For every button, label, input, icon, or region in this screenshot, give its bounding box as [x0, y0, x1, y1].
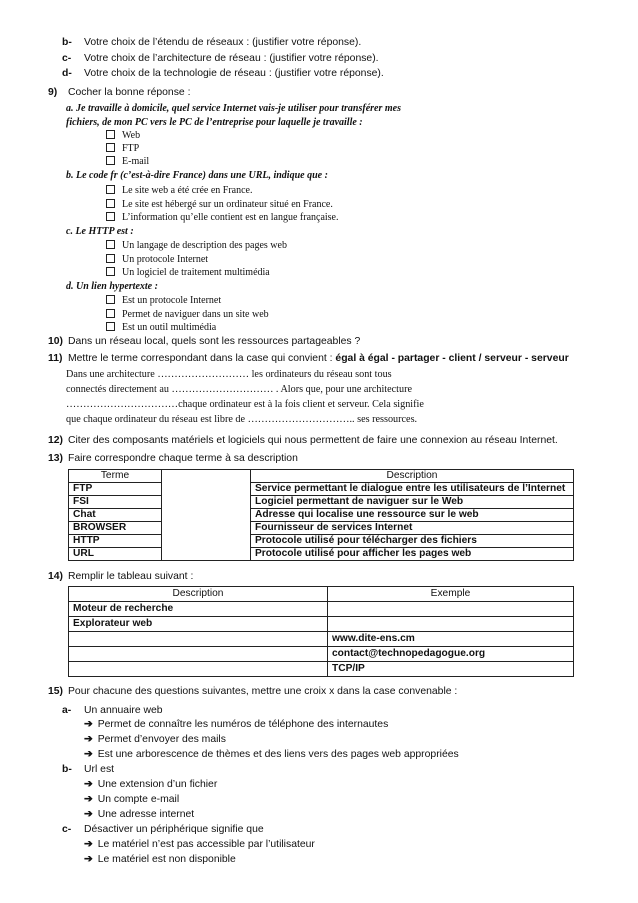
term-cell[interactable]: BROWSER — [69, 522, 162, 535]
q9-d-opt-3[interactable]: Est un outil multimédia — [106, 321, 216, 334]
q15-a-opt-1[interactable]: ➔ Permet de connaître les numéros de téléphone des internautes — [84, 719, 389, 730]
arrow-right-icon: ➔ — [84, 854, 93, 865]
description-cell[interactable] — [69, 647, 328, 662]
description-cell[interactable] — [69, 662, 328, 677]
q14-fill-table — [68, 586, 574, 677]
q9-c-opt-3[interactable]: Un logiciel de traitement multimédia — [106, 266, 270, 279]
q9-a-opt-3[interactable]: E-mail — [106, 155, 149, 168]
q9-heading: 9) Cocher la bonne réponse : — [48, 87, 191, 98]
q15-b-title: b- Url est — [62, 764, 115, 775]
q11-heading: 11) Mettre le terme correspondant dans la case qui convient : égal à égal - partager - client / serveur - serveur — [48, 353, 569, 364]
checkbox[interactable] — [106, 240, 115, 249]
checkbox[interactable] — [106, 267, 115, 276]
example-cell[interactable]: contact@technopedagogue.org — [328, 647, 574, 662]
description-cell[interactable]: Logiciel permettant de naviguer sur le Web — [251, 496, 574, 509]
description-cell[interactable]: Moteur de recherche — [69, 602, 328, 617]
q9-a-line2: fichiers, de mon PC vers le PC de l’entreprise pour laquelle je travaille : — [66, 117, 363, 128]
header-description: Description — [69, 587, 328, 602]
table-row — [69, 483, 574, 496]
checkbox[interactable] — [106, 212, 115, 221]
description-cell[interactable]: Service permettant le dialogue entre les utilisateurs de l’Internet — [251, 483, 574, 496]
table-row — [69, 662, 574, 677]
table-row — [69, 522, 574, 535]
q9-c-opt-1[interactable]: Un langage de description des pages web — [106, 239, 287, 252]
table-row — [69, 602, 574, 617]
description-cell[interactable]: Adresse qui localise une ressource sur le web — [251, 509, 574, 522]
term-cell[interactable]: FSI — [69, 496, 162, 509]
q9-b-opt-1[interactable]: Le site web a été crée en France. — [106, 184, 252, 197]
example-cell[interactable] — [328, 602, 574, 617]
header-term: Terme — [69, 470, 162, 483]
q15-a-opt-2[interactable]: ➔ Permet d’envoyer des mails — [84, 734, 226, 745]
term-cell[interactable]: Chat — [69, 509, 162, 522]
q9-c-line: c. Le HTTP est : — [66, 226, 134, 237]
example-cell[interactable]: TCP/IP — [328, 662, 574, 677]
description-cell[interactable]: Explorateur web — [69, 617, 328, 632]
arrow-right-icon: ➔ — [84, 749, 93, 760]
term-cell[interactable]: URL — [69, 548, 162, 561]
q15-b-opt-3[interactable]: ➔ Une adresse internet — [84, 809, 195, 820]
arrow-right-icon: ➔ — [84, 839, 93, 850]
q14-heading: 14) Remplir le tableau suivant : — [48, 571, 194, 582]
q9-d-opt-2[interactable]: Permet de naviguer dans un site web — [106, 308, 269, 321]
q9-a-line1: a. Je travaille à domicile, quel service Internet vais-je utiliser pour transférer mes — [66, 103, 401, 114]
term-cell[interactable]: HTTP — [69, 535, 162, 548]
q9-d-line: d. Un lien hypertexte : — [66, 281, 158, 292]
example-cell[interactable] — [328, 617, 574, 632]
arrow-right-icon: ➔ — [84, 719, 93, 730]
arrow-right-icon: ➔ — [84, 779, 93, 790]
term-cell[interactable]: FTP — [69, 483, 162, 496]
q9-d-opt-1[interactable]: Est un protocole Internet — [106, 294, 221, 307]
table-row — [69, 632, 574, 647]
checkbox[interactable] — [106, 199, 115, 208]
q13-matching-table — [68, 469, 574, 561]
q15-c-opt-1[interactable]: ➔ Le matériel n’est pas accessible par l’utilisateur — [84, 839, 315, 850]
description-cell[interactable]: Protocole utilisé pour afficher les pages web — [251, 548, 574, 561]
q10-heading: 10) Dans un réseau local, quels sont les ressources partageables ? — [48, 336, 361, 347]
checkbox[interactable] — [106, 322, 115, 331]
q9-b-opt-2[interactable]: Le site est hébergé sur un ordinateur situé en France. — [106, 198, 333, 211]
table-row — [69, 470, 574, 483]
q8-item-c: c- Votre choix de l’architecture de réseau : (justifier votre réponse). — [62, 53, 379, 64]
table-row — [69, 496, 574, 509]
q11-paragraph-4: que chaque ordinateur du réseau est libre de ………………………….. ses ressources. — [66, 414, 418, 425]
q15-c-title: c- Désactiver un périphérique signifie que — [62, 824, 264, 835]
q11-paragraph-1: Dans une architecture ……………………… les ordinateurs du réseau sont tous — [66, 369, 392, 380]
q15-heading: 15) Pour chacune des questions suivantes, mettre une croix x dans la case convenable : — [48, 686, 458, 697]
q15-a-title: a- Un annuaire web — [62, 705, 163, 716]
header-description: Description — [251, 470, 574, 483]
checkbox[interactable] — [106, 143, 115, 152]
arrow-right-icon: ➔ — [84, 809, 93, 820]
description-cell[interactable] — [69, 632, 328, 647]
q9-b-line: b. Le code fr (c’est-à-dire France) dans une URL, indique que : — [66, 170, 328, 181]
q12-heading: 12) Citer des composants matériels et logiciels qui nous permettent de faire une connexion au réseau Internet. — [48, 435, 558, 446]
q15-b-opt-2[interactable]: ➔ Un compte e-mail — [84, 794, 180, 805]
q9-a-opt-1[interactable]: Web — [106, 129, 140, 142]
table-row — [69, 535, 574, 548]
q8-item-d: d- Votre choix de la technologie de réseau : (justifier votre réponse). — [62, 68, 384, 79]
arrow-right-icon: ➔ — [84, 734, 93, 745]
q15-b-opt-1[interactable]: ➔ Une extension d’un fichier — [84, 779, 218, 790]
header-example: Exemple — [328, 587, 574, 602]
table-row — [69, 548, 574, 561]
table-row — [69, 617, 574, 632]
q9-c-opt-2[interactable]: Un protocole Internet — [106, 253, 208, 266]
checkbox[interactable] — [106, 156, 115, 165]
q11-paragraph-2: connectés directement au ………………………… . Alors que, pour une architecture — [66, 384, 412, 395]
description-cell[interactable]: Fournisseur de services Internet — [251, 522, 574, 535]
checkbox[interactable] — [106, 254, 115, 263]
checkbox[interactable] — [106, 309, 115, 318]
checkbox[interactable] — [106, 185, 115, 194]
q8-item-b: b- Votre choix de l’étendu de réseaux : (justifier votre réponse). — [62, 37, 362, 48]
q9-a-opt-2[interactable]: FTP — [106, 142, 139, 155]
q15-c-opt-2[interactable]: ➔ Le matériel est non disponible — [84, 854, 236, 865]
matching-gap-cell — [162, 470, 251, 561]
q9-b-opt-3[interactable]: L’information qu’elle contient est en langue française. — [106, 211, 339, 224]
table-row — [69, 647, 574, 662]
table-row — [69, 587, 574, 602]
table-row — [69, 509, 574, 522]
q11-terms: égal à égal - partager - client / serveur - serveur — [335, 353, 569, 364]
q11-paragraph-3: ……………………………chaque ordinateur est à la fois client et serveur. Cela signifie — [66, 399, 424, 410]
description-cell[interactable]: Protocole utilisé pour télécharger des fichiers — [251, 535, 574, 548]
checkbox[interactable] — [106, 130, 115, 139]
q13-heading: 13) Faire correspondre chaque terme à sa description — [48, 453, 298, 464]
q15-a-opt-3[interactable]: ➔ Est une arborescence de thèmes et des liens vers des pages web appropriées — [84, 749, 459, 760]
checkbox[interactable] — [106, 295, 115, 304]
example-cell[interactable]: www.dite-ens.cm — [328, 632, 574, 647]
arrow-right-icon: ➔ — [84, 794, 93, 805]
